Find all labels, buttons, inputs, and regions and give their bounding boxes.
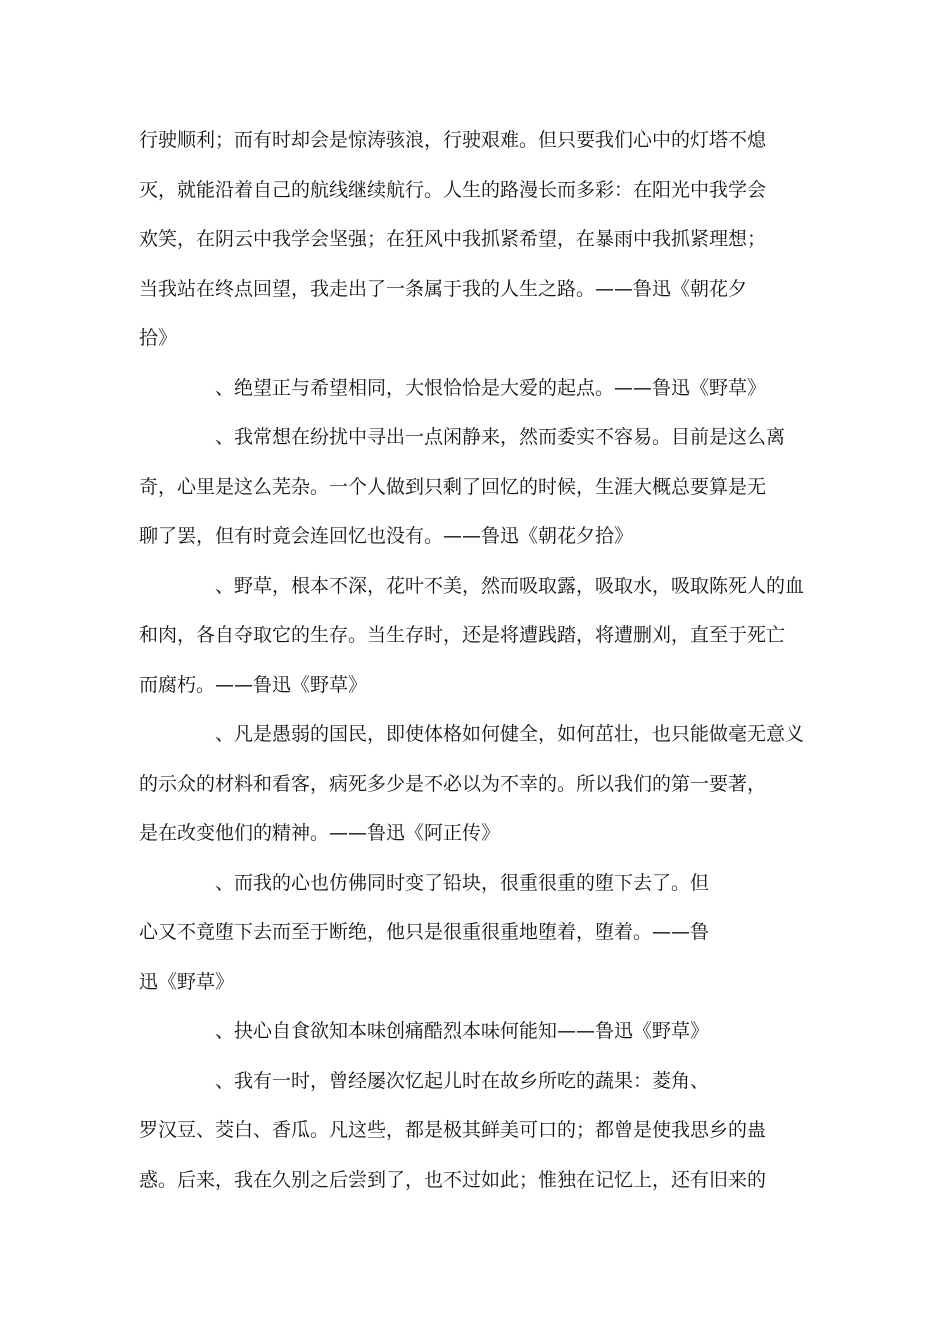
text-line: 是在改变他们的精神。——鲁迅《阿正传》 <box>139 822 501 844</box>
text-line: 和肉，各自夺取它的生存。当生存时，还是将遭践踏，将遭删刈，直至于死亡 <box>139 624 786 646</box>
text-line: 拾》 <box>139 327 178 349</box>
text-line: 、而我的心也仿佛同时变了铅块，很重很重的堕下去了。但 <box>215 871 710 894</box>
text-line: 惑。后来，我在久别之后尝到了，也不过如此；惟独在记忆上，还有旧来的 <box>139 1168 767 1191</box>
text-line: 心又不竟堕下去而至于断绝，他只是很重很重地堕着，堕着。——鲁 <box>139 921 710 943</box>
paragraph-6 <box>139 859 821 1008</box>
text-line: 行驶顺利；而有时却会是惊涛骇浪，行驶艰难。但只要我们心中的灯塔不熄 <box>139 129 767 151</box>
text-line: 当我站在终点回望，我走出了一条属于我的人生之路。——鲁迅《朝花夕 <box>139 277 748 300</box>
paragraph-5 <box>139 710 821 859</box>
text-line: 罗汉豆、茭白、香瓜。凡这些，都是极其鲜美可口的；都曾是使我思乡的蛊 <box>139 1119 767 1141</box>
text-line: 、抉心自食欲知本味创痛酷烈本味何能知——鲁迅《野草》 <box>215 1020 710 1042</box>
text-line: 、我常想在纷扰中寻出一点闲静来，然而委实不容易。目前是这么离 <box>215 426 786 448</box>
paragraph-2 <box>139 364 821 414</box>
text-line: 的示众的材料和看客，病死多少是不必以为不幸的。所以我们的第一要著， <box>139 772 767 795</box>
paragraph-7 <box>139 1007 821 1057</box>
text-line: 奇，心里是这么芜杂。一个人做到只剩了回忆的时候，生涯大概总要算是无 <box>139 475 767 498</box>
text-line: 、野草，根本不深，花叶不美，然而吸取露，吸取水，吸取陈死人的血 <box>215 574 805 597</box>
paragraph-8 <box>139 1057 821 1206</box>
text-line: 而腐朽。——鲁迅《野草》 <box>139 673 368 696</box>
text-line: 迅《野草》 <box>139 970 235 993</box>
paragraph-3 <box>139 413 821 562</box>
paragraph-1 <box>139 116 821 364</box>
text-line: 聊了罢，但有时竟会连回忆也没有。——鲁迅《朝花夕拾》 <box>139 525 634 547</box>
paragraph-4 <box>139 562 821 711</box>
text-line: 、绝望正与希望相同，大恨恰恰是大爱的起点。——鲁迅《野草》 <box>215 376 767 399</box>
body-text <box>139 116 821 1205</box>
text-line: 、凡是愚弱的国民，即使体格如何健全，如何茁壮，也只能做毫无意义 <box>215 723 805 745</box>
text-line: 、我有一时，曾经屡次忆起儿时在故乡所吃的蔬果：菱角、 <box>215 1069 710 1092</box>
text-line: 欢笑，在阴云中我学会坚强；在狂风中我抓紧希望，在暴雨中我抓紧理想； <box>139 228 767 250</box>
text-line: 灭，就能沿着自己的航线继续航行。人生的路漫长而多彩：在阳光中我学会 <box>139 178 767 201</box>
